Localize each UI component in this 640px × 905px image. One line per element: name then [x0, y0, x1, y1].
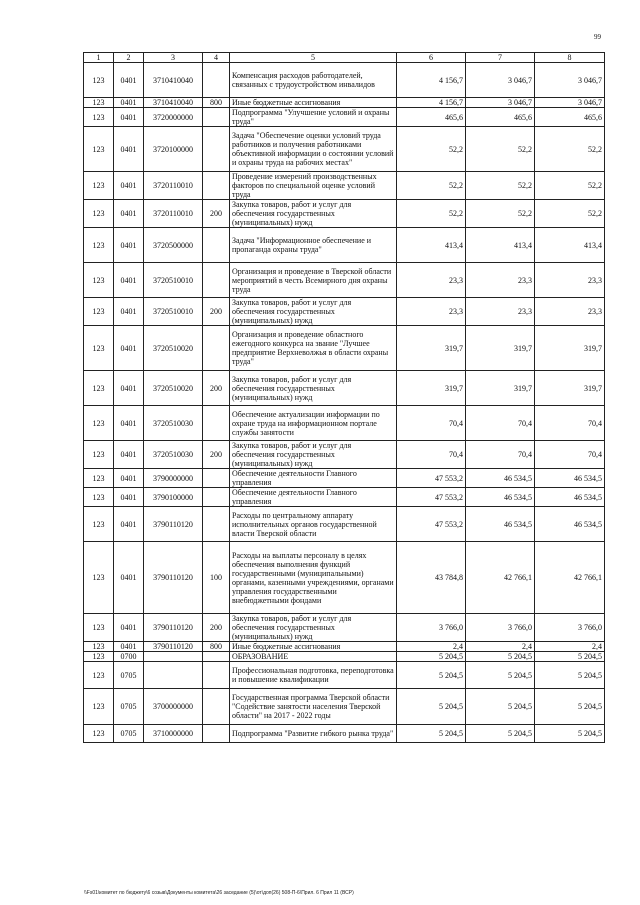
table-cell: 800: [203, 642, 230, 652]
table-cell: 200: [203, 441, 230, 469]
table-cell: 3720510010: [144, 298, 203, 326]
table-cell: 3710410040: [144, 98, 203, 108]
table-row: [84, 725, 605, 743]
table-cell: 319,7: [397, 371, 466, 406]
table-cell: 0401: [114, 406, 144, 441]
table-cell: 52,2: [397, 127, 466, 172]
table-cell: 5 204,5: [466, 652, 535, 662]
table-cell: 3720110010: [144, 172, 203, 200]
table-cell: 47 553,2: [397, 469, 466, 488]
table-cell: 5 204,5: [466, 725, 535, 743]
table-cell: 0401: [114, 127, 144, 172]
table-row: [84, 63, 605, 98]
table-cell: 319,7: [535, 326, 605, 371]
table-cell: 4 156,7: [397, 63, 466, 98]
table-cell: ОБРАЗОВАНИЕ: [230, 652, 397, 662]
table-row: [84, 614, 605, 642]
column-header: 4: [203, 53, 230, 63]
table-cell: 52,2: [535, 127, 605, 172]
table-cell: 2,4: [535, 642, 605, 652]
table-cell: 52,2: [466, 172, 535, 200]
table-cell: 3790110120: [144, 642, 203, 652]
table-row: [84, 228, 605, 263]
table-cell: 46 534,5: [535, 488, 605, 507]
table-cell: 0401: [114, 263, 144, 298]
table-cell: 200: [203, 298, 230, 326]
table-cell: [144, 652, 203, 662]
table-cell: 5 204,5: [397, 652, 466, 662]
table-row: [84, 326, 605, 371]
table-cell: Подпрограмма "Улучшение условий и охраны труда": [230, 108, 397, 127]
table-cell: Подпрограмма "Развитие гибкого рынка труда": [230, 725, 397, 743]
table-cell: 0401: [114, 63, 144, 98]
table-cell: 465,6: [466, 108, 535, 127]
table-cell: 5 204,5: [535, 725, 605, 743]
table-cell: 3700000000: [144, 689, 203, 725]
table-cell: [144, 662, 203, 689]
table-cell: 200: [203, 200, 230, 228]
table-cell: 46 534,5: [466, 507, 535, 542]
table-cell: 413,4: [466, 228, 535, 263]
table-cell: [203, 172, 230, 200]
table-row: [84, 662, 605, 689]
table-cell: 5 204,5: [535, 652, 605, 662]
table-cell: 52,2: [466, 127, 535, 172]
table-cell: 123: [84, 108, 114, 127]
table-cell: 123: [84, 200, 114, 228]
table-cell: 5 204,5: [397, 662, 466, 689]
table-cell: 0401: [114, 542, 144, 614]
table-cell: 123: [84, 642, 114, 652]
table-cell: 319,7: [397, 326, 466, 371]
table-cell: [203, 507, 230, 542]
table-row: [84, 98, 605, 108]
table-cell: 200: [203, 614, 230, 642]
table-cell: 123: [84, 172, 114, 200]
table-cell: 0401: [114, 172, 144, 200]
table-cell: 0401: [114, 614, 144, 642]
table-cell: Задача "Информационное обеспечение и пропаганда охраны труда": [230, 228, 397, 263]
table-cell: 70,4: [397, 406, 466, 441]
table-cell: 0700: [114, 652, 144, 662]
table-cell: 4 156,7: [397, 98, 466, 108]
table-cell: 123: [84, 689, 114, 725]
table-row: [84, 469, 605, 488]
table-cell: 3710410040: [144, 63, 203, 98]
table-cell: 3720100000: [144, 127, 203, 172]
table-row: [84, 542, 605, 614]
table-cell: 0401: [114, 488, 144, 507]
table-cell: 123: [84, 652, 114, 662]
table-row: [84, 441, 605, 469]
table-cell: 46 534,5: [466, 488, 535, 507]
table-cell: 0401: [114, 200, 144, 228]
table-cell: 465,6: [535, 108, 605, 127]
table-cell: Компенсация расходов работодателей, связанных с трудоустройством инвалидов: [230, 63, 397, 98]
table-cell: 123: [84, 542, 114, 614]
table-cell: 3 766,0: [397, 614, 466, 642]
column-header: 1: [84, 53, 114, 63]
table-cell: [203, 228, 230, 263]
table-row: [84, 652, 605, 662]
table-cell: 0401: [114, 507, 144, 542]
table-cell: 3 046,7: [466, 63, 535, 98]
table-cell: 3790110120: [144, 542, 203, 614]
table-cell: 0705: [114, 689, 144, 725]
table-body: [84, 63, 605, 743]
table-cell: 3720000000: [144, 108, 203, 127]
table-cell: 0401: [114, 326, 144, 371]
table-cell: 123: [84, 326, 114, 371]
table-row: [84, 642, 605, 652]
table-cell: 5 204,5: [466, 689, 535, 725]
table-cell: 52,2: [466, 200, 535, 228]
table-row: [84, 263, 605, 298]
table-cell: 123: [84, 662, 114, 689]
table-cell: 465,6: [397, 108, 466, 127]
table-cell: 52,2: [397, 172, 466, 200]
table-cell: 3710000000: [144, 725, 203, 743]
table-cell: 123: [84, 298, 114, 326]
table-cell: [203, 63, 230, 98]
column-header: 2: [114, 53, 144, 63]
budget-table: [83, 52, 605, 743]
table-cell: 123: [84, 614, 114, 642]
table-cell: 123: [84, 98, 114, 108]
table-cell: 23,3: [397, 298, 466, 326]
table-cell: 23,3: [535, 263, 605, 298]
table-cell: [203, 406, 230, 441]
table-cell: 0401: [114, 371, 144, 406]
table-cell: Обеспечение деятельности Главного управления: [230, 469, 397, 488]
table-cell: Задача "Обеспечение оценки условий труда работников и получения работниками объективной информации о состоянии условий и охраны труда на рабочих местах": [230, 127, 397, 172]
table-cell: 0705: [114, 725, 144, 743]
table-cell: 123: [84, 507, 114, 542]
table-cell: 52,2: [535, 172, 605, 200]
table-cell: 0401: [114, 98, 144, 108]
table-cell: 5 204,5: [535, 689, 605, 725]
table-cell: 0401: [114, 469, 144, 488]
table-cell: 43 784,8: [397, 542, 466, 614]
table-cell: Расходы на выплаты персоналу в целях обеспечения выполнения функций государственными (муниципальными) органами, казенными учреждениями, органами управления государственными внебюджетными фондами: [230, 542, 397, 614]
column-header: 6: [397, 53, 466, 63]
table-cell: 123: [84, 488, 114, 507]
table-cell: 47 553,2: [397, 507, 466, 542]
table-cell: Организация и проведение в Тверской области мероприятий в честь Всемирного дня охраны труда: [230, 263, 397, 298]
table-cell: 3 046,7: [535, 63, 605, 98]
table-cell: Закупка товаров, работ и услуг для обеспечения государственных (муниципальных) нужд: [230, 441, 397, 469]
table-cell: 23,3: [466, 263, 535, 298]
table-cell: 3 046,7: [466, 98, 535, 108]
table-cell: 0401: [114, 108, 144, 127]
table-cell: 0401: [114, 642, 144, 652]
table-row: [84, 689, 605, 725]
table-cell: 47 553,2: [397, 488, 466, 507]
table-cell: 70,4: [466, 406, 535, 441]
table-cell: Иные бюджетные ассигнования: [230, 642, 397, 652]
table-cell: 3790100000: [144, 488, 203, 507]
table-cell: Закупка товаров, работ и услуг для обеспечения государственных (муниципальных) нужд: [230, 200, 397, 228]
table-cell: 2,4: [397, 642, 466, 652]
table-row: [84, 108, 605, 127]
table-cell: 46 534,5: [535, 469, 605, 488]
table-cell: 46 534,5: [535, 507, 605, 542]
table-cell: Иные бюджетные ассигнования: [230, 98, 397, 108]
table-cell: 3790110120: [144, 507, 203, 542]
table-cell: 3720110010: [144, 200, 203, 228]
table-row: [84, 406, 605, 441]
table-cell: Закупка товаров, работ и услуг для обеспечения государственных (муниципальных) нужд: [230, 371, 397, 406]
table-cell: 3720500000: [144, 228, 203, 263]
table-cell: 3 766,0: [466, 614, 535, 642]
table-cell: 319,7: [466, 326, 535, 371]
table-cell: 23,3: [535, 298, 605, 326]
table-cell: 3 046,7: [535, 98, 605, 108]
table-cell: Организация и проведение областного ежегодного конкурса на звание "Лучшее предприятие Верхневолжья в области охраны труда": [230, 326, 397, 371]
table-cell: 5 204,5: [535, 662, 605, 689]
table-cell: 3720510020: [144, 371, 203, 406]
table-cell: Обеспечение актуализации информации по охране труда на информационном портале службы занятости: [230, 406, 397, 441]
table-cell: 5 204,5: [397, 689, 466, 725]
table-cell: 123: [84, 371, 114, 406]
table-cell: 319,7: [466, 371, 535, 406]
table-cell: 413,4: [397, 228, 466, 263]
table-cell: 123: [84, 469, 114, 488]
table-row: [84, 298, 605, 326]
table-cell: 42 766,1: [466, 542, 535, 614]
table-cell: 2,4: [466, 642, 535, 652]
table-cell: [203, 662, 230, 689]
table-cell: [203, 127, 230, 172]
table-cell: 123: [84, 406, 114, 441]
table-cell: 3790110120: [144, 614, 203, 642]
table-cell: 5 204,5: [397, 725, 466, 743]
table-cell: 70,4: [397, 441, 466, 469]
table-cell: 3790000000: [144, 469, 203, 488]
table-cell: 0705: [114, 662, 144, 689]
table-row: [84, 371, 605, 406]
header-row: [84, 53, 605, 63]
table-row: [84, 488, 605, 507]
table-cell: 123: [84, 441, 114, 469]
table-cell: 46 534,5: [466, 469, 535, 488]
column-header: 7: [466, 53, 535, 63]
table-cell: [203, 469, 230, 488]
table-cell: 123: [84, 63, 114, 98]
table-cell: 319,7: [535, 371, 605, 406]
table-cell: Проведение измерений производственных факторов по специальной оценке условий труда: [230, 172, 397, 200]
footer-file-path: \\Fs01\комитет по бюджету\6 созыв\Документы комитета\26 заседание (5)\от\доп(26) 508-П-6\Прил. 6 Прил 11 (ВСР): [84, 890, 354, 896]
table-row: [84, 507, 605, 542]
table-cell: [203, 326, 230, 371]
table-cell: 0401: [114, 441, 144, 469]
table-cell: Профессиональная подготовка, переподготовка и повышение квалификации: [230, 662, 397, 689]
table-cell: 23,3: [466, 298, 535, 326]
table-cell: 3720510020: [144, 326, 203, 371]
table-cell: Расходы по центральному аппарату исполнительных органов государственной власти Тверской области: [230, 507, 397, 542]
table-cell: 42 766,1: [535, 542, 605, 614]
table-cell: 3720510030: [144, 441, 203, 469]
column-header: 8: [535, 53, 605, 63]
table-row: [84, 127, 605, 172]
table-cell: 123: [84, 263, 114, 298]
table-cell: [203, 263, 230, 298]
table-cell: 23,3: [397, 263, 466, 298]
table-cell: Закупка товаров, работ и услуг для обеспечения государственных (муниципальных) нужд: [230, 298, 397, 326]
page-number: 99: [594, 33, 601, 41]
table-cell: 52,2: [535, 200, 605, 228]
table-row: [84, 172, 605, 200]
table-cell: 70,4: [535, 406, 605, 441]
table-cell: 123: [84, 228, 114, 263]
table-cell: 3720510030: [144, 406, 203, 441]
table-cell: 0401: [114, 298, 144, 326]
table-cell: [203, 689, 230, 725]
table-cell: Обеспечение деятельности Главного управления: [230, 488, 397, 507]
table-cell: 5 204,5: [466, 662, 535, 689]
table-cell: [203, 652, 230, 662]
table-cell: 100: [203, 542, 230, 614]
table-cell: 200: [203, 371, 230, 406]
table-cell: [203, 725, 230, 743]
table-row: [84, 200, 605, 228]
table-cell: 3720510010: [144, 263, 203, 298]
column-header: 3: [144, 53, 203, 63]
table-cell: [203, 108, 230, 127]
table-cell: [203, 488, 230, 507]
table-cell: 3 766,0: [535, 614, 605, 642]
table-cell: 70,4: [466, 441, 535, 469]
table-cell: Государственная программа Тверской области "Содействие занятости населения Тверской области" на 2017 - 2022 годы: [230, 689, 397, 725]
table-cell: 70,4: [535, 441, 605, 469]
table-cell: 0401: [114, 228, 144, 263]
table-cell: 800: [203, 98, 230, 108]
table-cell: 52,2: [397, 200, 466, 228]
table-cell: Закупка товаров, работ и услуг для обеспечения государственных (муниципальных) нужд: [230, 614, 397, 642]
table-cell: 123: [84, 725, 114, 743]
column-header: 5: [230, 53, 397, 63]
table-cell: 123: [84, 127, 114, 172]
table-cell: 413,4: [535, 228, 605, 263]
